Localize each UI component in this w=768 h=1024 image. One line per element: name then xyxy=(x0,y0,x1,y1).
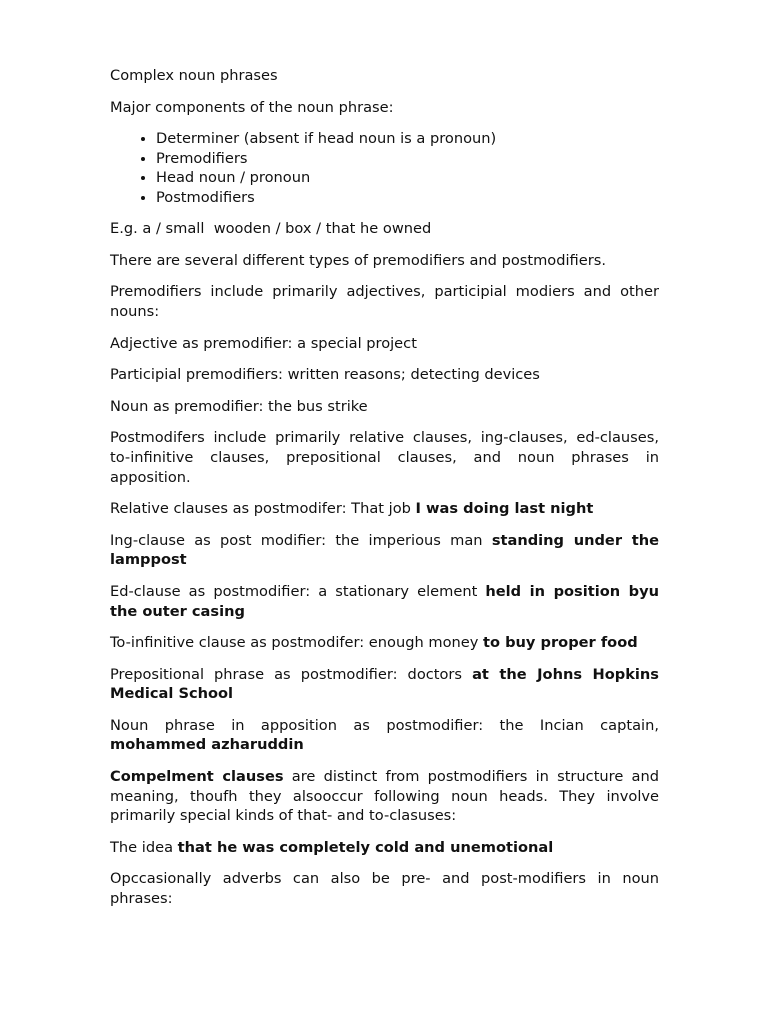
complement-text: are distinct from postmodifiers in structure and meaning, thoufh they alsooccur following noun heads. They involve primarily special kinds of that- and to-clasuses: xyxy=(110,768,659,825)
participial-paragraph: Participial premodifiers: written reasons; detecting devices xyxy=(110,366,540,384)
to-infinitive-paragraph xyxy=(110,633,659,653)
components-list xyxy=(110,129,659,207)
ing-clause-text: Ing-clause as post modifier: the imperious man xyxy=(110,531,492,549)
apposition-text: Noun phrase in apposition as postmodifier: the Incian captain, xyxy=(110,716,659,734)
apposition-bold: mohammed azharuddin xyxy=(110,736,304,754)
document-page xyxy=(110,66,659,921)
idea-bold: that he was completely cold and unemotional xyxy=(177,838,554,856)
ing-clause-bold: standing under the lamppost xyxy=(110,531,659,569)
relative-clause-bold: I was doing last night xyxy=(415,500,594,518)
example-text: E.g. a / small wooden / box / that he owned xyxy=(110,220,432,238)
list-item: • Determiner (absent if head noun is a pronoun) xyxy=(156,129,659,149)
list-item: • Head noun / pronoun xyxy=(156,168,659,188)
idea-paragraph xyxy=(110,838,659,858)
ed-clause-paragraph xyxy=(110,582,659,621)
adjective-paragraph: Adjective as premodifier: a special project xyxy=(110,334,417,352)
intro-paragraph: Major components of the noun phrase: xyxy=(110,98,394,116)
ed-clause-bold: held in position byu the outer casing xyxy=(110,582,659,620)
document-title: Complex noun phrases xyxy=(110,67,278,84)
to-infinitive-text: To-infinitive clause as postmodifer: enough money xyxy=(110,634,484,652)
ed-clause-text: Ed-clause as postmodifier: a stationary element xyxy=(110,582,486,600)
relative-clause-text: Relative clauses as postmodifer: That job xyxy=(110,500,416,518)
premodifiers-paragraph: Premodifiers include primarily adjectives, participial modiers and other nouns: xyxy=(110,283,659,320)
to-infinitive-bold: to buy proper food xyxy=(483,634,638,652)
complement-paragraph xyxy=(110,767,659,826)
noun-premodifier-paragraph: Noun as premodifier: the bus strike xyxy=(110,397,368,415)
idea-text: The idea xyxy=(110,838,178,856)
apposition-paragraph xyxy=(110,716,659,755)
prepositional-text: Prepositional phrase as postmodifier: doctors xyxy=(110,665,473,683)
postmodifiers-paragraph: Postmodifers include primarily relative clauses, ing-clauses, ed-clauses, to-infinitive clauses, prepositional clauses, and noun phrases in apposition. xyxy=(110,429,659,486)
types-paragraph: There are several different types of premodifiers and postmodifiers. xyxy=(110,251,606,269)
complement-bold: Compelment clauses xyxy=(110,768,284,786)
prepositional-paragraph xyxy=(110,665,659,704)
relative-clause-paragraph xyxy=(110,499,659,519)
ing-clause-paragraph xyxy=(110,531,659,570)
list-item: • Postmodifiers xyxy=(156,188,659,208)
list-item: • Premodifiers xyxy=(156,149,659,169)
prepositional-bold: at the Johns Hopkins Medical School xyxy=(110,665,659,703)
example-paragraph xyxy=(110,219,659,239)
adverbs-paragraph: Opccasionally adverbs can also be pre- and post-modifiers in noun phrases: xyxy=(110,870,659,908)
